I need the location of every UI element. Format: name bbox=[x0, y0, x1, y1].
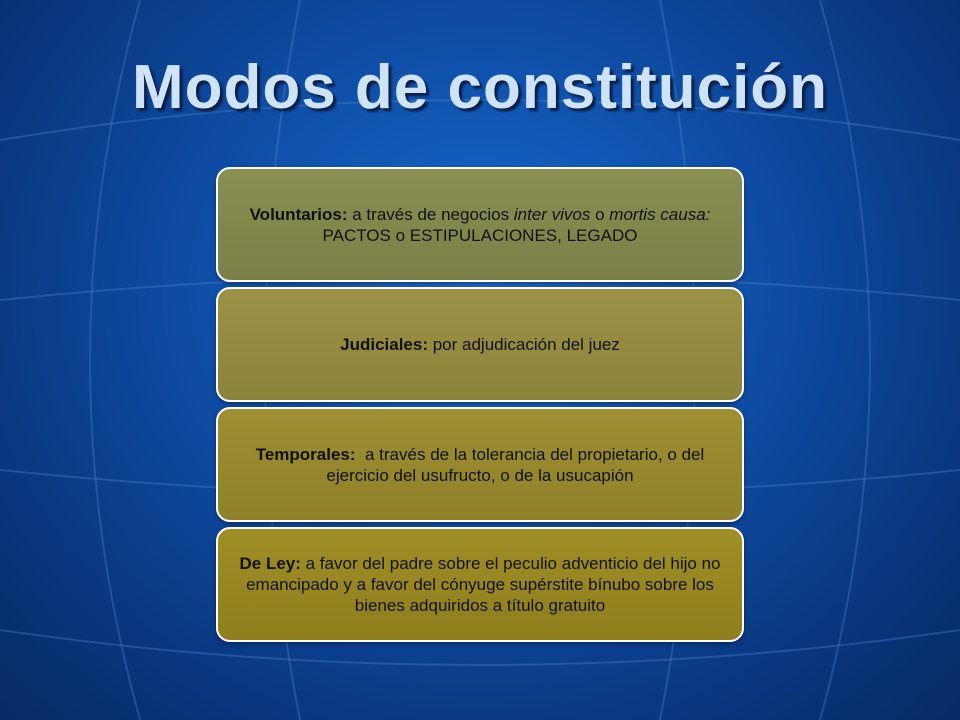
mode-box-judiciales bbox=[216, 287, 744, 402]
mode-box-de-ley bbox=[216, 527, 744, 642]
mode-label-temporales: Temporales: bbox=[255, 444, 356, 464]
mode-text-part: por adjudicación del juez bbox=[428, 335, 620, 354]
mode-label-de-ley: De Ley: bbox=[239, 554, 301, 573]
mode-text-part: o bbox=[590, 204, 610, 224]
mode-text-temporales bbox=[232, 444, 728, 486]
constitution-modes-list bbox=[216, 167, 744, 647]
mode-text-part: a favor del padre sobre el peculio adventicio del hijo no emancipado y a favor del cónyuge supérstite bínubo sobre los bienes adquiridos a título gratuito bbox=[246, 554, 721, 615]
mode-label-voluntarios: Voluntarios: bbox=[249, 204, 348, 224]
mode-italic-inter-vivos: inter vivos bbox=[513, 204, 591, 224]
mode-italic-mortis-causa: mortis causa: bbox=[609, 204, 711, 224]
mode-text-judiciales bbox=[340, 334, 620, 355]
mode-box-temporales bbox=[216, 407, 744, 522]
slide-title: Modos de constitución bbox=[131, 53, 829, 122]
mode-text-part: a través de la tolerancia del propietario, o del ejercicio del usufructo, o de la usucapión bbox=[326, 444, 709, 485]
mode-label-judiciales: Judiciales: bbox=[340, 335, 428, 354]
mode-box-voluntarios bbox=[216, 167, 744, 282]
mode-text-voluntarios bbox=[232, 204, 728, 246]
mode-text-part: PACTOS o ESTIPULACIONES, LEGADO bbox=[322, 225, 638, 245]
mode-text-part: a través de negocios bbox=[347, 204, 514, 224]
mode-text-de-ley bbox=[232, 553, 728, 616]
